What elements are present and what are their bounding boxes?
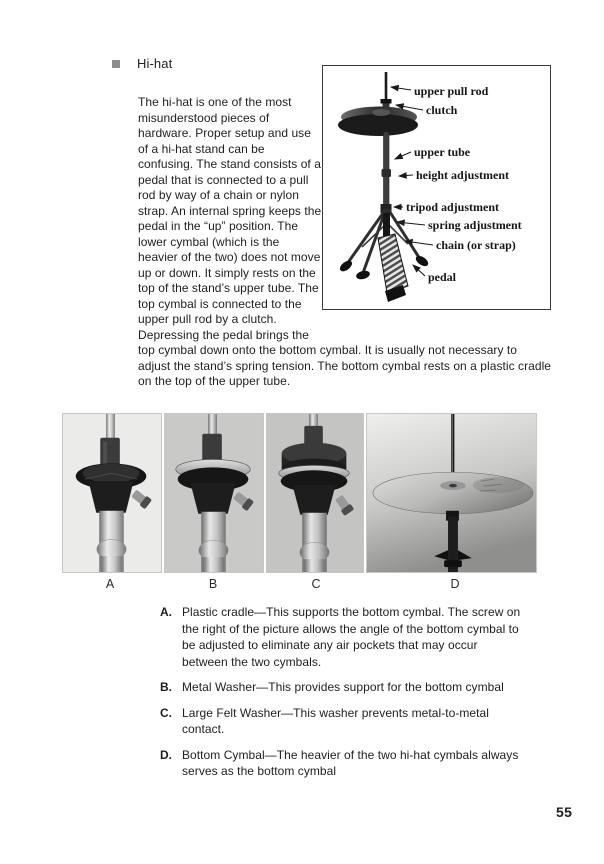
list-item bbox=[160, 705, 522, 738]
diagram-label-height-adjustment: height adjustment bbox=[416, 168, 510, 182]
photo-label-c: C bbox=[311, 577, 321, 591]
diagram-labels bbox=[406, 84, 522, 284]
list-item bbox=[160, 679, 522, 696]
photo-bottom-cymbal bbox=[366, 413, 537, 573]
diagram-label-pedal: pedal bbox=[428, 270, 457, 284]
page-number: 55 bbox=[556, 804, 573, 820]
photo-metal-washer bbox=[164, 413, 264, 573]
diagram-label-spring-adjustment: spring adjustment bbox=[428, 218, 522, 232]
hihat-stand-diagram bbox=[322, 65, 551, 310]
list-item bbox=[160, 604, 522, 670]
diagram-label-upper-pull-rod: upper pull rod bbox=[414, 84, 489, 98]
photo-label-b: B bbox=[208, 577, 218, 591]
hihat-stand-illustration bbox=[323, 66, 550, 309]
photo-label-d: D bbox=[450, 577, 460, 591]
photo-plastic-cradle bbox=[62, 413, 162, 573]
body-paragraph: The hi-hat is one of the most misunderstood pieces of hardware. Proper setup and use of a hi-hat stand can be confusing. The stand consists of a pedal that is connected to a pull rod by way of a chain or nylon strap. An internal spring keeps the pedal in the “up” position. The lower cymbal (which is the heavier of the two) does not move up or down. It simply rests on the top of the stand’s upper tube. The top cymbal is connected to the upper pull rod by a clutch. Depressing the pedal brings the top cymbal down onto the bottom cymbal. It is usually not necessary to adjust the stand’s spring tension. The bottom cymbal rests on a plastic cradle on the top of the upper tube. bbox=[138, 95, 552, 388]
list-item-marker: D. bbox=[160, 747, 172, 762]
body-block bbox=[138, 65, 551, 390]
list-item-text: Metal Washer—This provides support for the bottom cymbal bbox=[182, 680, 504, 694]
list-item-marker: B. bbox=[160, 680, 172, 694]
list-item-marker: C. bbox=[160, 705, 172, 720]
diagram-label-chain: chain (or strap) bbox=[436, 238, 516, 252]
parts-list bbox=[160, 604, 522, 789]
photo-large-felt-washer bbox=[266, 413, 364, 573]
photo-strip bbox=[62, 413, 537, 573]
diagram-label-clutch: clutch bbox=[426, 103, 458, 117]
photo-label-a: A bbox=[105, 577, 115, 591]
diagram-label-upper-tube: upper tube bbox=[414, 145, 471, 159]
list-item bbox=[160, 747, 522, 780]
list-item-text: Large Felt Washer—This washer prevents metal-to-metal contact. bbox=[182, 705, 489, 736]
list-item-marker: A. bbox=[160, 605, 172, 619]
list-item-text: Bottom Cymbal—The heavier of the two hi-hat cymbals always serves as the bottom cymbal bbox=[182, 747, 519, 778]
diagram-label-tripod-adjustment: tripod adjustment bbox=[406, 200, 500, 214]
list-item-text: Plastic cradle—This supports the bottom cymbal. The screw on the right of the picture allows the angle of the bottom cymbal to be adjusted to eliminate any air pockets that may occur between the two cymbals. bbox=[182, 605, 521, 669]
section-heading: Hi-hat bbox=[137, 56, 173, 71]
bullet-square-icon bbox=[112, 60, 120, 68]
